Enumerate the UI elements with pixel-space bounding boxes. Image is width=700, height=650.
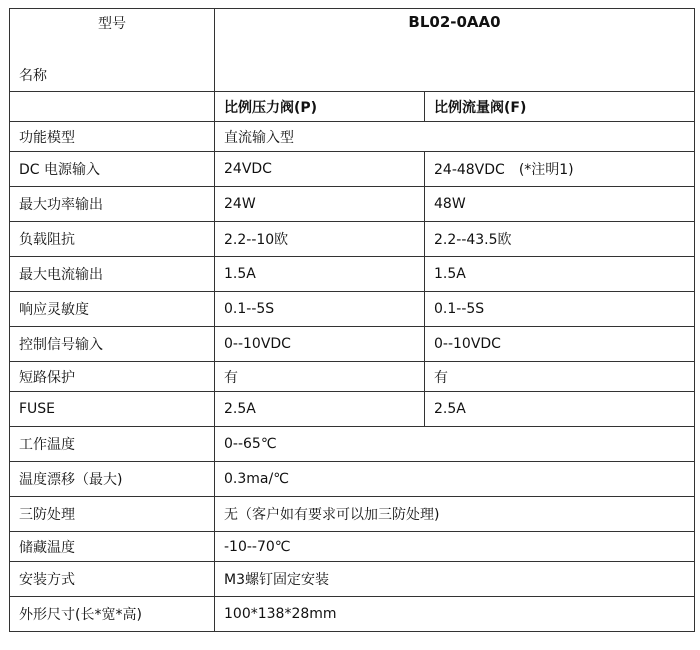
table-row [10,597,695,632]
table-row [10,152,695,187]
row-label: 短路保护 [10,362,215,392]
row-label: DC 电源输入 [10,152,215,187]
row-value-f: 24-48VDC (*注明1) [425,152,695,187]
table-row [10,462,695,497]
subheader-pressure-valve: 比例压力阀(P) [215,92,425,122]
row-label: 最大功率输出 [10,187,215,222]
row-label: 功能模型 [10,122,215,152]
model-value: BL02-0AA0 [215,9,695,92]
row-label: 工作温度 [10,427,215,462]
row-value-f: 2.2--43.5欧 [425,222,695,257]
table-row [10,187,695,222]
table-row [10,257,695,292]
row-label: 最大电流输出 [10,257,215,292]
subheader-row [10,92,695,122]
row-value-f: 48W [425,187,695,222]
row-value-p: 2.5A [215,392,425,427]
row-value: M3螺钉固定安装 [215,562,695,597]
row-label: 温度漂移（最大) [10,462,215,497]
table-row [10,562,695,597]
row-value: 无（客户如有要求可以加三防处理) [215,497,695,532]
row-value-p: 24W [215,187,425,222]
table-row [10,362,695,392]
row-value-f: 0--10VDC [425,327,695,362]
row-value: 直流输入型 [215,122,695,152]
header-model-name-cell [10,9,215,92]
table-row [10,532,695,562]
row-label: 外形尺寸(长*宽*高) [10,597,215,632]
row-label: 控制信号输入 [10,327,215,362]
header-row [10,9,695,92]
row-value-f: 2.5A [425,392,695,427]
row-label: 负载阻抗 [10,222,215,257]
row-label: 响应灵敏度 [10,292,215,327]
row-value-p: 有 [215,362,425,392]
table-row [10,327,695,362]
row-value: 100*138*28mm [215,597,695,632]
row-value-p: 0--10VDC [215,327,425,362]
row-label: FUSE [10,392,215,427]
spec-table [9,8,695,632]
row-label: 三防处理 [10,497,215,532]
table-row [10,292,695,327]
subheader-flow-valve: 比例流量阀(F) [425,92,695,122]
row-label: 安装方式 [10,562,215,597]
subheader-blank [10,92,215,122]
row-value: 0.3ma/℃ [215,462,695,497]
row-value-f: 0.1--5S [425,292,695,327]
table-row [10,497,695,532]
row-value: -10--70℃ [215,532,695,562]
table-row [10,122,695,152]
model-label: 型号 [98,16,126,32]
row-label: 储藏温度 [10,532,215,562]
table-row [10,222,695,257]
table-row [10,392,695,427]
table-row [10,427,695,462]
row-value-p: 2.2--10欧 [215,222,425,257]
row-value-p: 24VDC [215,152,425,187]
row-value-f: 有 [425,362,695,392]
row-value-f: 1.5A [425,257,695,292]
name-label: 名称 [19,68,47,84]
row-value-p: 0.1--5S [215,292,425,327]
row-value: 0--65℃ [215,427,695,462]
row-value-p: 1.5A [215,257,425,292]
